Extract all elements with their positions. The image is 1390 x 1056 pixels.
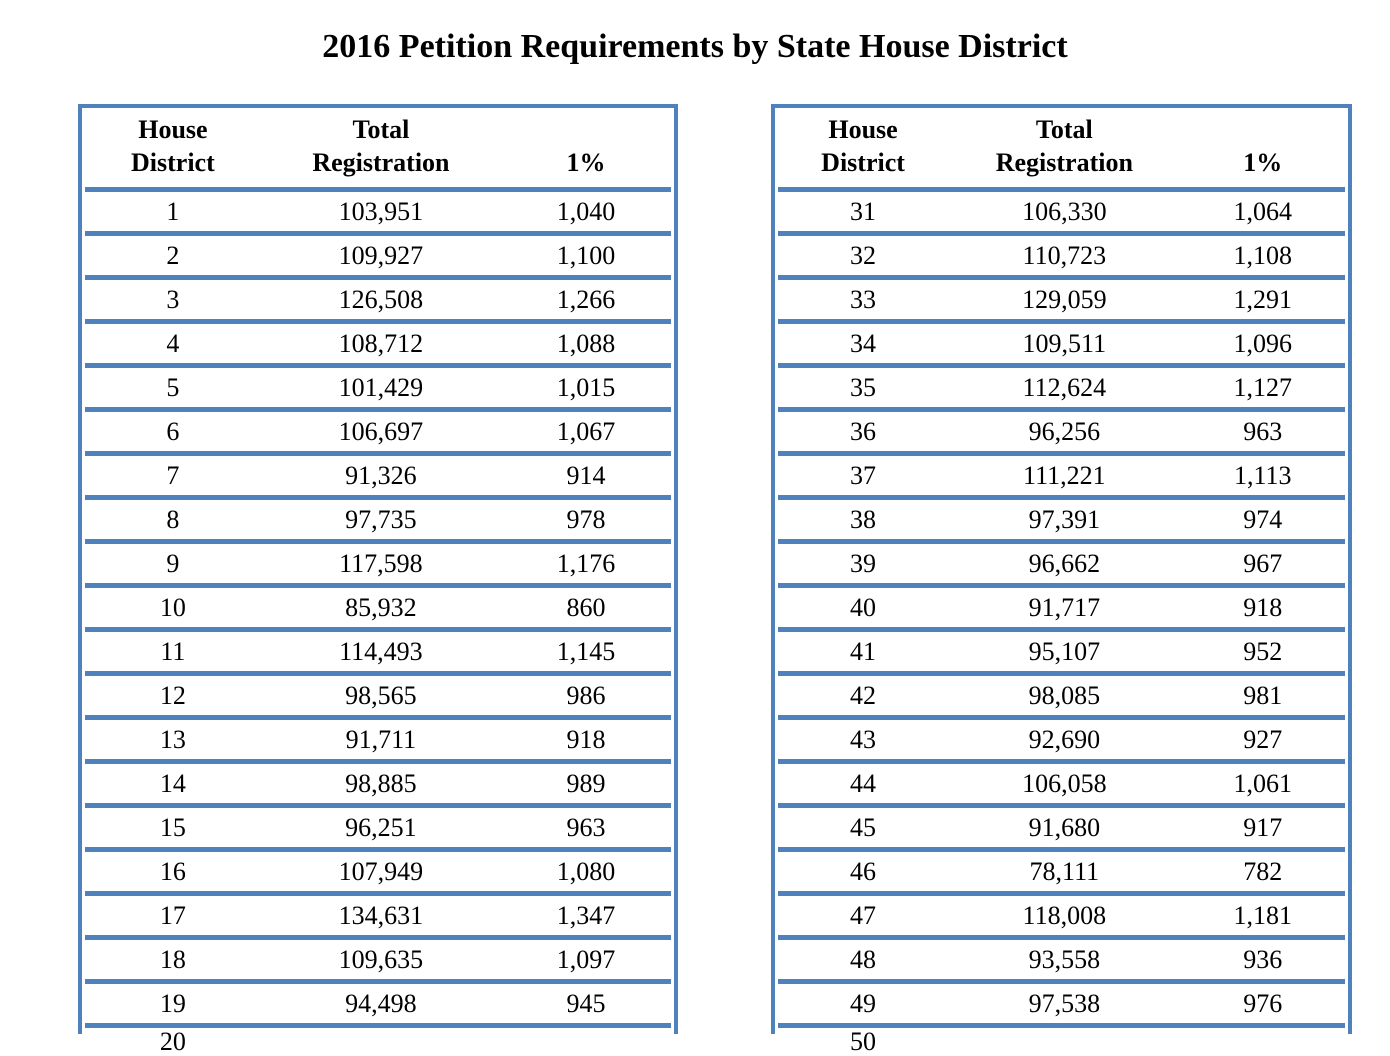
cell-district: 19 (159, 988, 186, 1018)
table-row (778, 671, 1345, 715)
cell-pct: 1,127 (1233, 372, 1293, 402)
cell-registration: 101,429 (338, 372, 424, 402)
cell-pct: 1,113 (1234, 460, 1292, 490)
cell-registration: 126,508 (338, 284, 424, 314)
left-table-header-row (85, 108, 671, 187)
cell-district: 5 (166, 372, 180, 402)
cell-district: 38 (850, 504, 877, 534)
column-header-one-percent: 1% (566, 148, 606, 177)
table-row (778, 319, 1345, 363)
cell-district: 6 (166, 416, 180, 446)
cell-registration: 96,251 (345, 812, 417, 842)
cell-district: 12 (159, 680, 186, 710)
cell-district: 2 (166, 240, 180, 270)
cell-registration: 94,498 (345, 988, 417, 1018)
cell-registration: 103,951 (338, 196, 424, 226)
table-row (85, 627, 671, 671)
cell-district: 35 (850, 372, 877, 402)
cell-registration: 91,711 (345, 724, 417, 754)
cell-registration: 91,680 (1028, 812, 1101, 842)
cell-district: 50 (850, 1027, 877, 1056)
cell-registration: 111,221 (1023, 460, 1106, 490)
cell-registration: 129,059 (1022, 284, 1107, 314)
cell-pct: 1,347 (556, 900, 616, 930)
table-row (85, 715, 671, 759)
cell-district: 3 (166, 284, 180, 314)
left-table-body (85, 187, 671, 1023)
cell-district: 8 (166, 504, 180, 534)
cell-district: 1 (166, 196, 180, 226)
cell-district: 46 (850, 856, 877, 886)
table-row (778, 539, 1345, 583)
cell-registration: 109,511 (1022, 328, 1107, 358)
right-table-body (778, 187, 1345, 1023)
cell-district: 14 (159, 768, 186, 798)
cell-registration: 106,330 (1022, 196, 1107, 226)
right-table-header-row (778, 108, 1345, 187)
column-header-house-district: House District (131, 115, 215, 177)
cell-registration: 91,326 (345, 460, 417, 490)
cell-district: 39 (850, 548, 877, 578)
column-header-one-percent: 1% (1243, 148, 1283, 177)
cell-district: 37 (850, 460, 877, 490)
table-row (85, 319, 671, 363)
cell-registration: 96,662 (1028, 548, 1101, 578)
cell-district: 9 (166, 548, 180, 578)
cell-registration: 97,538 (1028, 988, 1101, 1018)
table-row (85, 451, 671, 495)
cell-registration: 78,111 (1029, 856, 1100, 886)
cell-registration: 109,927 (338, 240, 424, 270)
cell-pct: 1,040 (556, 196, 616, 226)
cell-district: 4 (166, 328, 180, 358)
table-row (778, 583, 1345, 627)
cell-pct: 963 (566, 812, 606, 842)
cell-pct: 945 (566, 988, 606, 1018)
table-row (778, 935, 1345, 979)
table-row (85, 539, 671, 583)
cell-pct: 989 (566, 768, 606, 798)
cell-district: 45 (850, 812, 877, 842)
cell-registration: 109,635 (338, 944, 424, 974)
cell-pct: 918 (1243, 592, 1283, 622)
table-row (778, 231, 1345, 275)
cell-registration: 107,949 (338, 856, 424, 886)
cell-district: 44 (850, 768, 877, 798)
table-row (778, 715, 1345, 759)
cell-registration: 96,256 (1028, 416, 1101, 446)
cell-district: 34 (850, 328, 877, 358)
cell-registration: 85,932 (345, 592, 417, 622)
cell-pct: 981 (1243, 680, 1283, 710)
cell-district: 13 (159, 724, 186, 754)
cell-pct: 1,097 (556, 944, 616, 974)
cell-registration: 92,690 (1028, 724, 1101, 754)
cell-registration: 93,558 (1028, 944, 1101, 974)
cell-registration: 110,723 (1022, 240, 1107, 270)
cell-district: 47 (850, 900, 877, 930)
cell-pct: 1,080 (556, 856, 616, 886)
column-header-total-registration: Total Registration (312, 115, 450, 177)
column-header-house-district: House District (821, 115, 905, 177)
column-header-total-registration: Total Registration (995, 115, 1133, 177)
cell-pct: 936 (1243, 944, 1283, 974)
cell-pct: 1,291 (1233, 284, 1293, 314)
table-row (778, 627, 1345, 671)
cell-district: 10 (159, 592, 186, 622)
table-row (778, 451, 1345, 495)
cell-pct: 1,145 (556, 636, 616, 666)
cell-registration: 98,885 (345, 768, 417, 798)
table-row (85, 759, 671, 803)
cell-pct: 974 (1243, 504, 1283, 534)
cell-registration: 114,493 (339, 636, 423, 666)
cell-district: 40 (850, 592, 877, 622)
cell-pct: 860 (566, 592, 606, 622)
cell-registration: 118,008 (1022, 900, 1107, 930)
table-row (85, 407, 671, 451)
table-row (778, 803, 1345, 847)
cell-pct: 1,181 (1233, 900, 1293, 930)
right-table (771, 104, 1352, 1056)
cell-district: 17 (159, 900, 186, 930)
cell-registration: 117,598 (339, 548, 423, 578)
cell-district: 33 (850, 284, 877, 314)
cell-district: 32 (850, 240, 877, 270)
cell-registration: 97,391 (1028, 504, 1101, 534)
cell-district: 36 (850, 416, 877, 446)
cell-registration: 106,058 (1022, 768, 1107, 798)
table-row (85, 671, 671, 715)
cell-pct: 927 (1243, 724, 1283, 754)
cell-district: 20 (159, 1027, 186, 1056)
table-row (778, 495, 1345, 539)
table-row (778, 407, 1345, 451)
table-row (85, 803, 671, 847)
table-row (85, 231, 671, 275)
table-row (85, 495, 671, 539)
table-row (85, 891, 671, 935)
table-row (778, 847, 1345, 891)
cell-pct: 1,176 (556, 548, 616, 578)
table-row (778, 363, 1345, 407)
cell-pct: 986 (566, 680, 606, 710)
cell-pct: 1,067 (556, 416, 616, 446)
cell-pct: 952 (1243, 636, 1283, 666)
cell-pct: 1,108 (1233, 240, 1293, 270)
cell-registration: 112,624 (1022, 372, 1107, 402)
cell-registration: 108,712 (338, 328, 424, 358)
cell-district: 7 (166, 460, 180, 490)
cell-pct: 1,015 (556, 372, 616, 402)
cell-registration: 134,631 (338, 900, 424, 930)
cell-registration: 98,085 (1028, 680, 1101, 710)
table-row (85, 935, 671, 979)
cell-district: 41 (850, 636, 877, 666)
table-row (85, 979, 671, 1023)
cell-pct: 1,064 (1233, 196, 1293, 226)
cell-district: 11 (160, 636, 186, 666)
cell-pct: 917 (1243, 812, 1283, 842)
table-row-partial (85, 1023, 671, 1056)
cell-registration: 91,717 (1028, 592, 1101, 622)
cell-pct: 914 (566, 460, 606, 490)
cell-pct: 967 (1243, 548, 1283, 578)
table-row (778, 187, 1345, 231)
table-row (778, 275, 1345, 319)
table-row (778, 759, 1345, 803)
cell-pct: 918 (566, 724, 606, 754)
cell-pct: 963 (1243, 416, 1283, 446)
cell-pct: 1,266 (556, 284, 616, 314)
cell-district: 43 (850, 724, 877, 754)
cell-district: 49 (850, 988, 877, 1018)
table-row (85, 847, 671, 891)
cell-district: 18 (159, 944, 186, 974)
cell-district: 16 (159, 856, 186, 886)
cell-pct: 976 (1243, 988, 1283, 1018)
table-row (778, 979, 1345, 1023)
table-row-partial (778, 1023, 1345, 1056)
page-title: 2016 Petition Requirements by State House District (322, 28, 1068, 65)
cell-registration: 97,735 (345, 504, 417, 534)
cell-pct: 978 (566, 504, 606, 534)
cell-registration: 98,565 (345, 680, 417, 710)
cell-district: 31 (850, 196, 877, 226)
cell-registration: 106,697 (338, 416, 424, 446)
left-table (78, 104, 678, 1056)
table-row (85, 583, 671, 627)
table-row (85, 275, 671, 319)
table-row (778, 891, 1345, 935)
cell-district: 48 (850, 944, 877, 974)
cell-pct: 1,088 (556, 328, 616, 358)
cell-pct: 1,100 (556, 240, 616, 270)
cell-district: 42 (850, 680, 877, 710)
cell-pct: 782 (1243, 856, 1283, 886)
cell-pct: 1,061 (1233, 768, 1293, 798)
table-row (85, 187, 671, 231)
cell-pct: 1,096 (1233, 328, 1293, 358)
table-row (85, 363, 671, 407)
cell-registration: 95,107 (1028, 636, 1101, 666)
cell-district: 15 (159, 812, 186, 842)
